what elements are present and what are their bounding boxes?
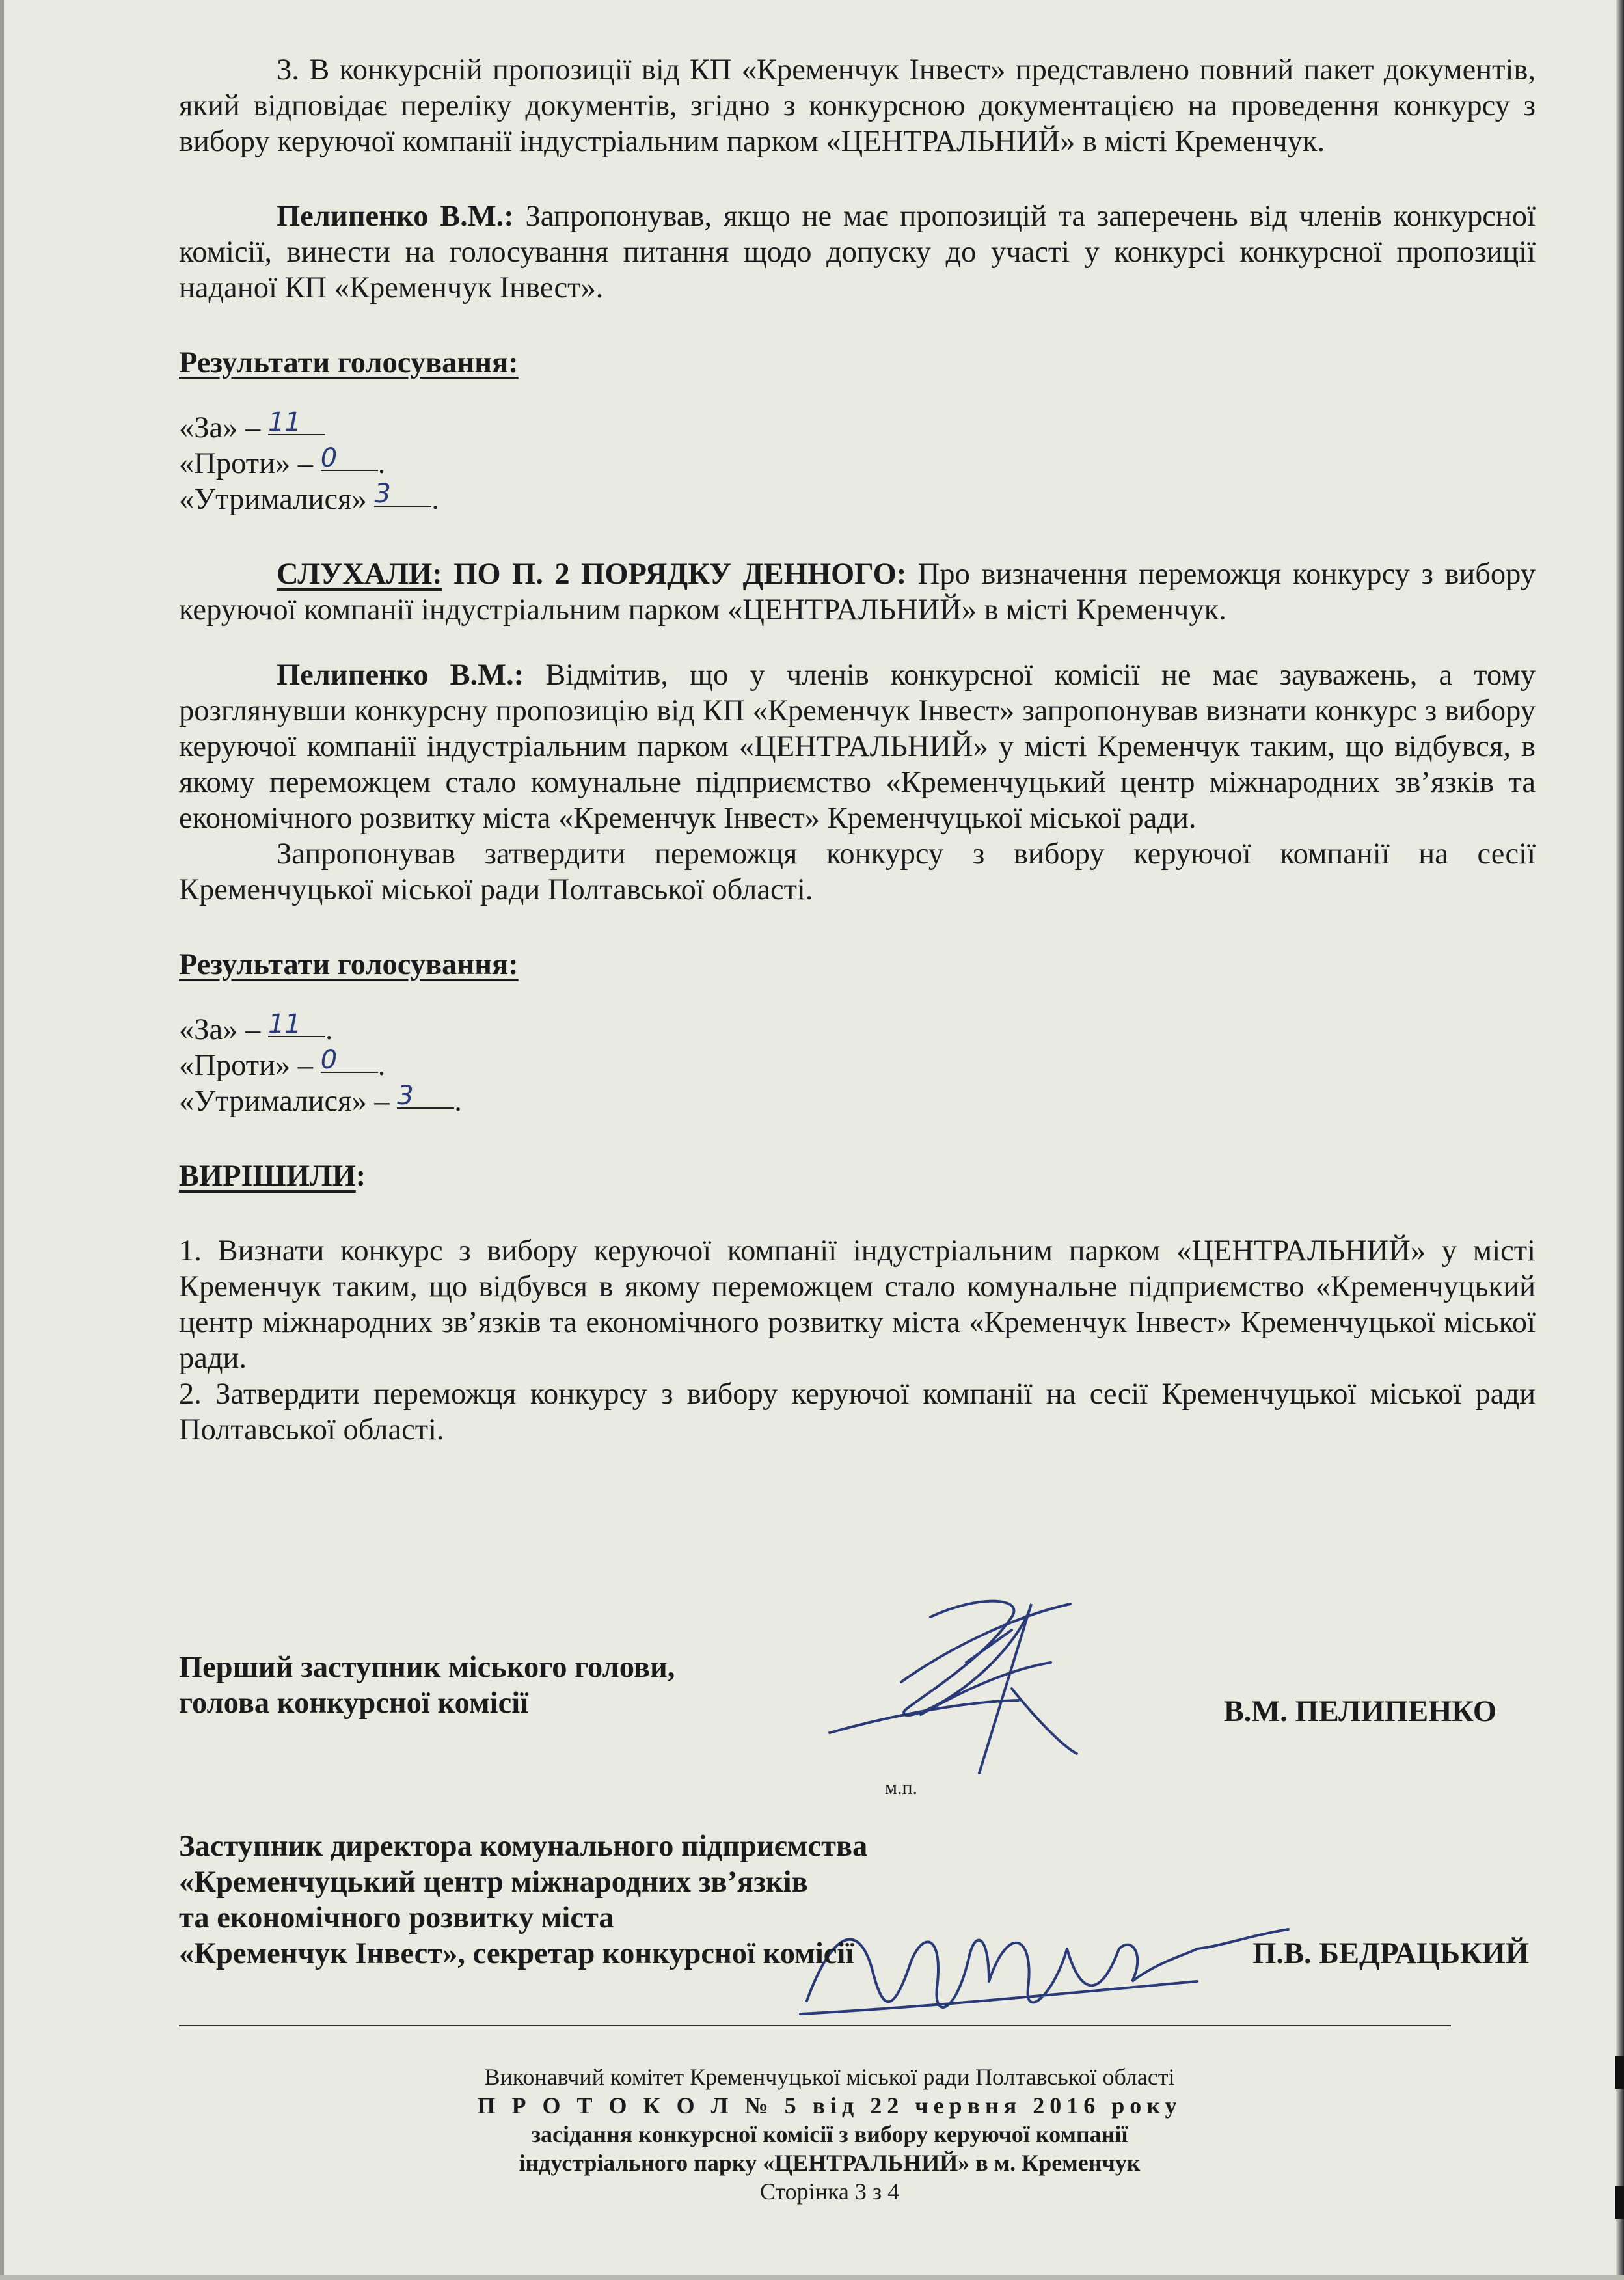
footer-protocol-title: П Р О Т О К О Л № 5 від 22 червня 2016 року xyxy=(477,2093,1182,2119)
voting-results-2 xyxy=(179,947,1536,1119)
signer-1-name: В.М. ПЕЛИПЕНКО xyxy=(1223,1695,1496,1728)
signer-2-title-line-3: та економічного розвитку міста xyxy=(179,1901,614,1934)
agenda-item-text: Про визначення переможця конкурсу з вибору керуючої компанії індустріальним парком «ЦЕНТРАЛЬНИЙ» в місті Кременчук. xyxy=(179,558,1536,627)
voting-results-heading: Результати голосування: xyxy=(179,346,519,379)
vote-against-line: «Проти» – 0 . xyxy=(179,443,386,480)
vote-against-line: «Проти» – 0 . xyxy=(179,1045,386,1082)
signature-block-2 xyxy=(179,1828,1536,1972)
voting-results-heading: Результати голосування: xyxy=(179,948,519,981)
footer-park-line: індустріального парку «ЦЕНТРАЛЬНИЙ» в м. Кременчук xyxy=(519,2150,1141,2176)
signatures-section xyxy=(179,1649,1536,1970)
footer-page-number: Сторінка 3 з 4 xyxy=(759,2178,900,2205)
scan-edge-mark xyxy=(1615,2186,1624,2219)
vote-for-line: «За» – 11 . xyxy=(179,1009,333,1046)
vote-against-value: 0 xyxy=(321,1048,378,1073)
signer-1-title-line-2: голова конкурсної комісії xyxy=(179,1687,529,1720)
paragraph-3: 3. В конкурсній пропозиції від КП «Кременчук Інвест» представлено повний пакет документів, який відповідає переліку документів, згідно з конкурсною документацією на проведення конкурсу з вибору керуючої компанії індустріальним парком «ЦЕНТРАЛЬНИЙ» в місті Кременчук. xyxy=(179,53,1536,158)
signer-1-title-line-1: Перший заступник міського голови, xyxy=(179,1651,675,1684)
decided-heading: ВИРІШИЛИ: xyxy=(179,1160,366,1193)
scan-edge-mark xyxy=(1615,2056,1624,2089)
speaker-name: Пелипенко В.М.: xyxy=(277,658,524,692)
footer-meeting-line: засідання конкурсної комісії з вибору керуючої компанії xyxy=(531,2121,1128,2147)
page-footer xyxy=(179,2063,1480,2206)
speaker-name: Пелипенко В.М.: xyxy=(277,200,514,233)
signer-2-title-line-1: Заступник директора комунального підприємства xyxy=(179,1830,868,1863)
document-body xyxy=(179,52,1536,1448)
footer-divider xyxy=(179,2025,1451,2026)
pelypenko-statement-2b: Запропонував затвердити переможця конкурсу з вибору керуючої компанії на сесії Кременчуцької міської ради Полтавської області. xyxy=(179,837,1536,906)
vote-for-value: 11 xyxy=(268,1012,325,1037)
signer-2-title-line-2: «Кременчуцький центр міжнародних зв’язків xyxy=(179,1866,808,1899)
statement-text: Відмітив, що у членів конкурсної комісії не має зауважень, а тому розглянувши конкурсну пропозицію від КП «Кременчук Інвест» запропонував визнати конкурс з вибору керуючої компанії індустріальним парком «ЦЕНТРАЛЬНИЙ» у місті Кременчук таким, що відбувся, в якому переможцем стало комунальне підприємство «Кременчуцький центр міжнародних зв’язків та економічного розвитку міста «Кременчук Інвест» Кременчуцької міської ради. xyxy=(179,658,1536,835)
decision-1: 1. Визнати конкурс з вибору керуючої компанії індустріальним парком «ЦЕНТРАЛЬНИЙ» у місті Кременчук таким, що відбувся в якому переможцем стало комунальне підприємство «Кременчуцький центр міжнародних зв’язків та економічного розвитку міста «Кременчук Інвест» Кременчуцької міської ради. xyxy=(179,1234,1536,1375)
vote-abstain-value: 3 xyxy=(397,1084,454,1109)
voting-results-1 xyxy=(179,345,1536,517)
scan-edge-left xyxy=(0,0,4,2280)
vote-for-line: «За» – 11 xyxy=(179,410,1536,446)
scan-edge-right xyxy=(1616,0,1624,2280)
decision-2: 2. Затвердити переможця конкурсу з вибору керуючої компанії на сесії Кременчуцької міської ради Полтавської області. xyxy=(179,1378,1536,1446)
statement-text: Запропонував, якщо не має пропозицій та заперечень від членів конкурсної комісії, винести на голосування питання щодо допуску до участі у конкурсі конкурсної пропозиції наданої КП «Кременчук Інвест». xyxy=(179,200,1536,305)
vote-abstain-line: «Утрималися» – 3 . xyxy=(179,1081,462,1118)
footer-organization: Виконавчий комітет Кременчуцької міської ради Полтавської області xyxy=(484,2064,1175,2090)
stamp-place-label: м.п. xyxy=(885,1777,918,1798)
pelypenko-statement-2 xyxy=(179,657,1536,836)
vote-for-value: 11 xyxy=(268,411,325,435)
vote-abstain-value: 3 xyxy=(374,482,431,507)
vote-abstain-line: «Утрималися» 3 . xyxy=(179,479,439,516)
heard-item-2 xyxy=(179,556,1536,628)
signature-block-1 xyxy=(179,1649,1536,1798)
heard-label: СЛУХАЛИ: xyxy=(277,558,442,591)
pelypenko-statement-1 xyxy=(179,198,1536,306)
signer-2-title-line-4: «Кременчук Інвест», секретар конкурсної комісії xyxy=(179,1937,854,1970)
vote-against-value: 0 xyxy=(321,446,378,471)
scan-edge-bottom xyxy=(0,2275,1624,2280)
signer-2-name: П.В. БЕДРАЦЬКИЙ xyxy=(1252,1937,1529,1970)
agenda-item-label: ПО П. 2 ПОРЯДКУ ДЕННОГО: xyxy=(442,558,907,591)
